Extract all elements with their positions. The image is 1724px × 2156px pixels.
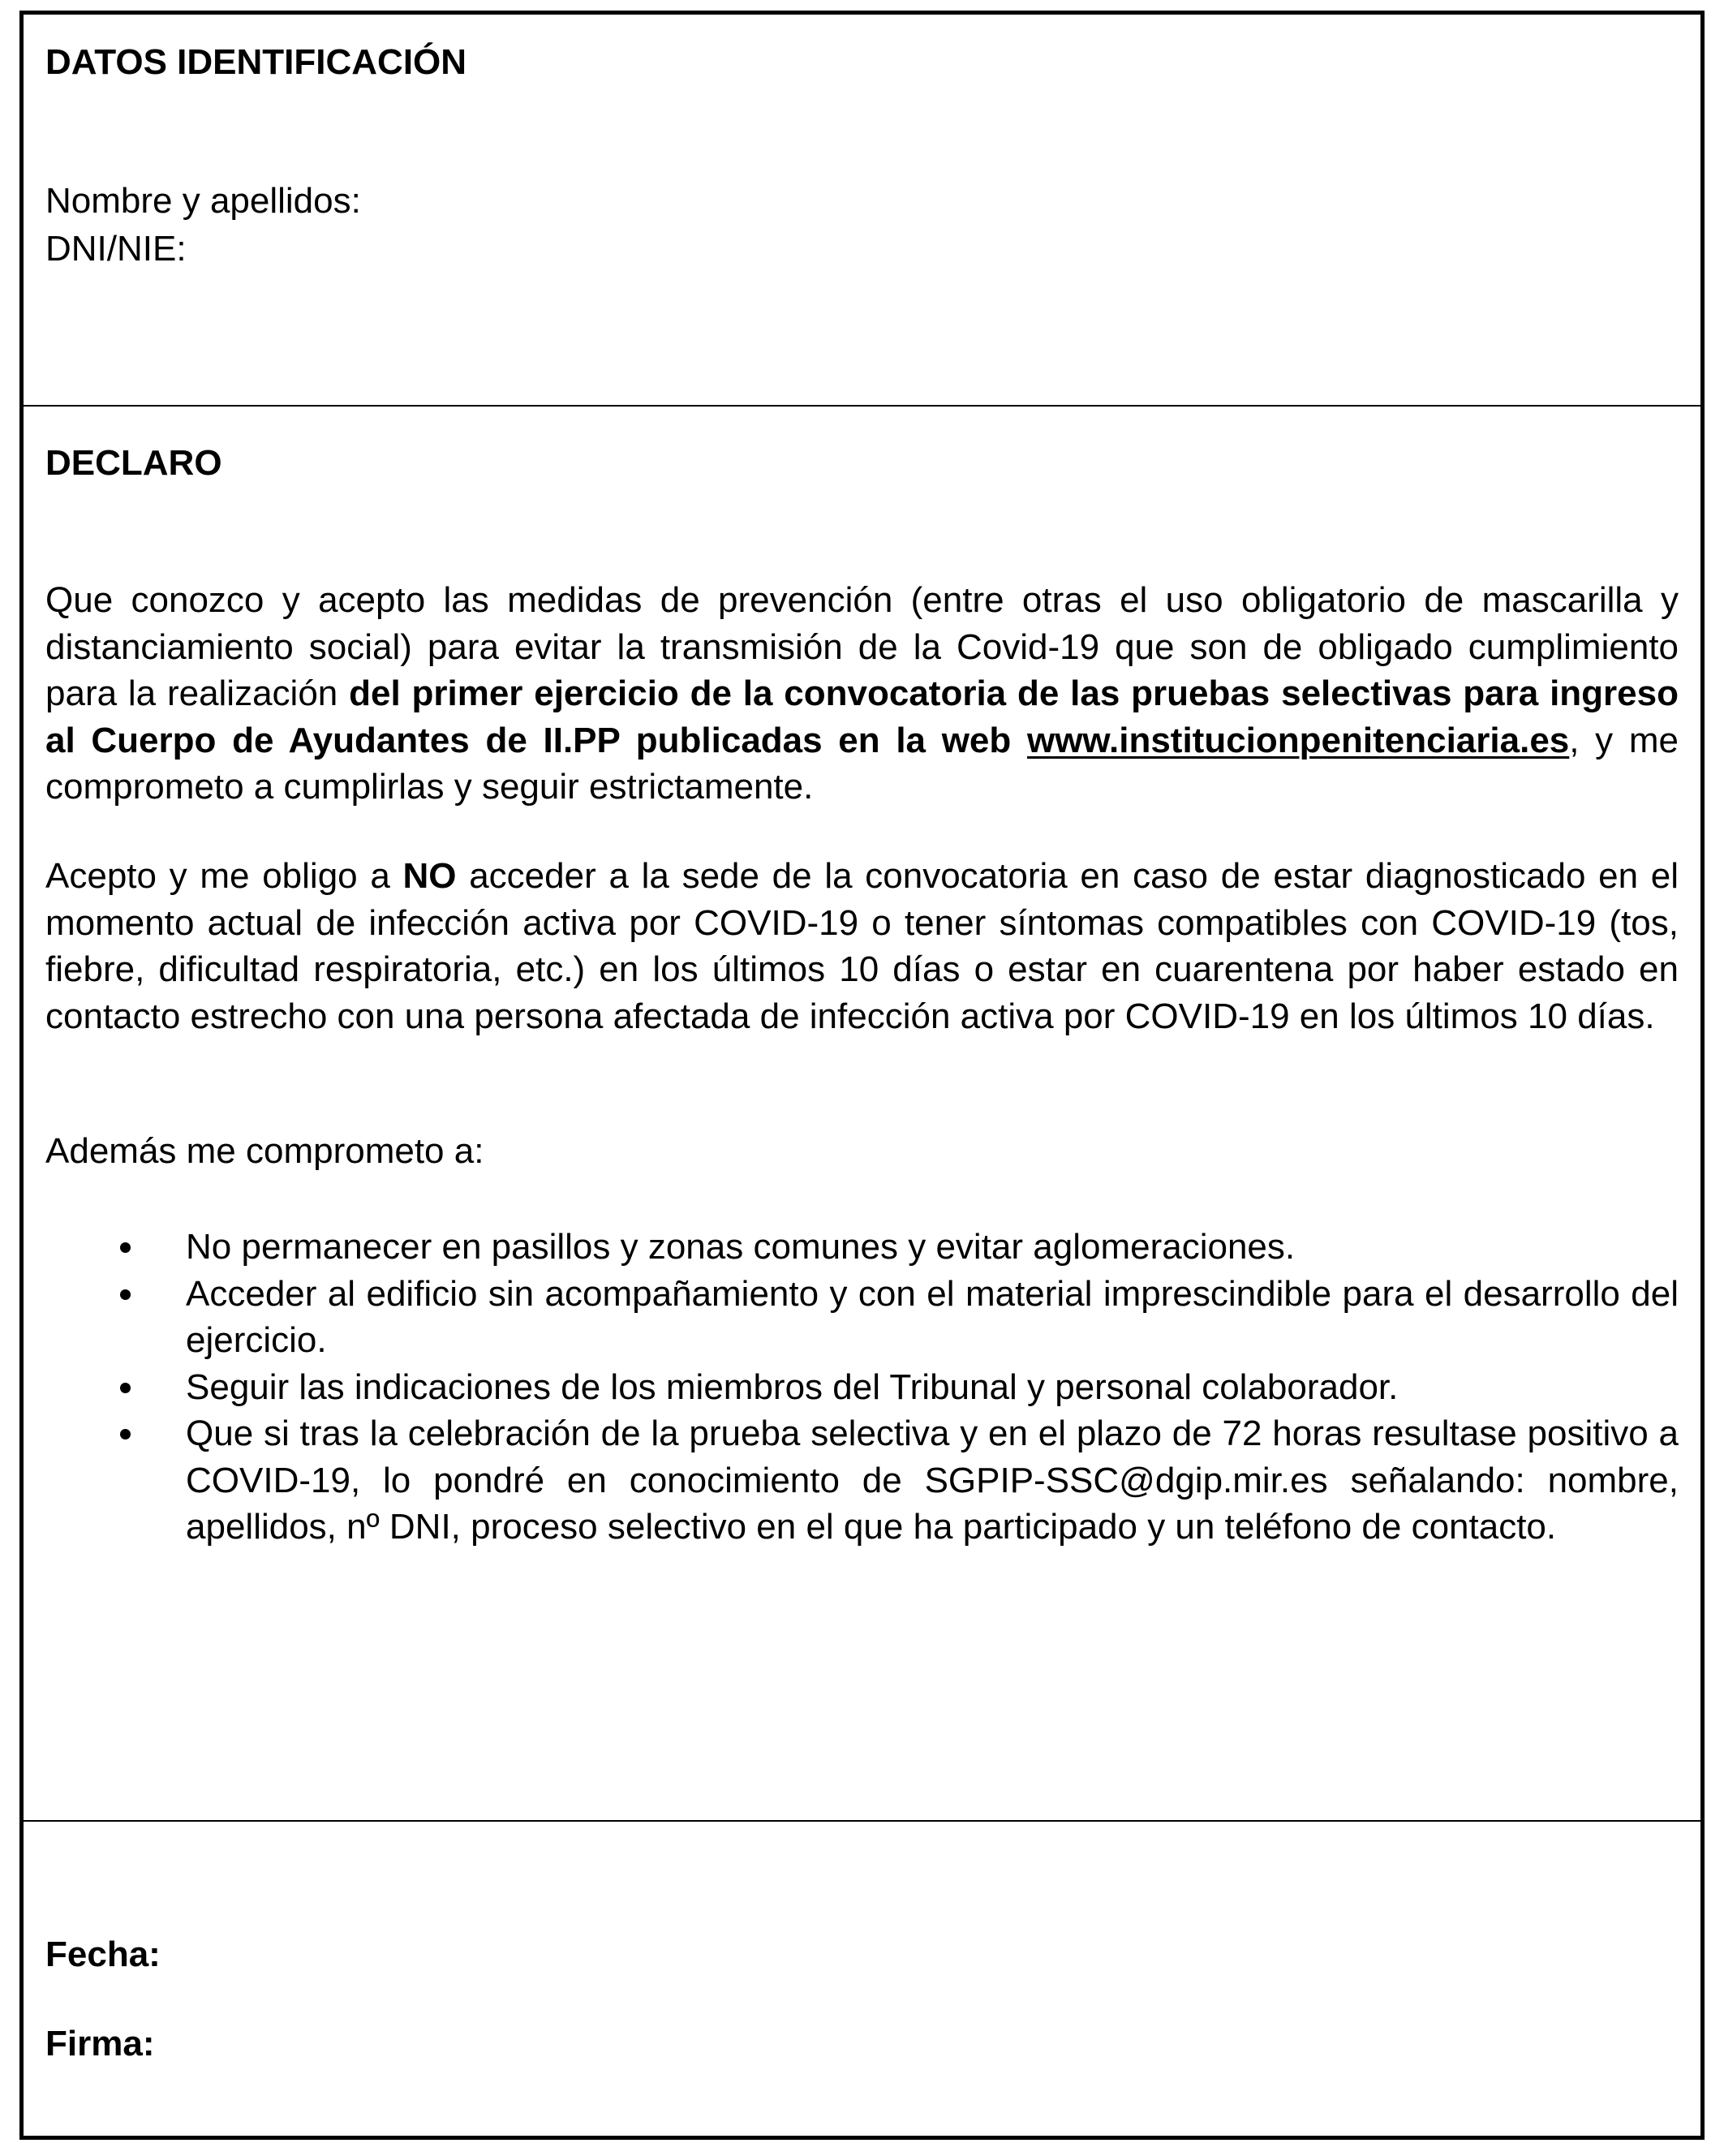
bullet-icon	[120, 1383, 131, 1393]
declaration-section	[24, 408, 1700, 1822]
commitment-text: , y me comprometo a cumplirlas y seguir estrictamente.	[45, 720, 1679, 807]
identification-heading: DATOS IDENTIFICACIÓN	[45, 42, 467, 82]
list-item: Acceder al edificio sin acompañamiento y con el material imprescindible para el desarrollo del ejercicio.	[45, 1271, 1679, 1364]
prevention-text: Que conozco y acepto las medidas de prevención (entre otras el uso obligatorio de mascarilla y distanciamiento social) para evitar la transmisión de la Covid-19 que son de obligado cumplimiento para la realización	[45, 580, 1679, 713]
institution-website-link[interactable]: www.institucionpenitenciaria.es	[1026, 720, 1570, 760]
name-field-label: Nombre y apellidos:	[45, 181, 361, 221]
no-emphasis: NO	[402, 856, 457, 896]
prevention-measures-paragraph	[45, 577, 1679, 811]
declaration-heading: DECLARO	[45, 443, 222, 483]
identification-section	[24, 15, 1700, 407]
id-document-field-label: DNI/NIE:	[45, 229, 187, 269]
date-label: Fecha:	[45, 1934, 161, 1974]
list-item: Seguir las indicaciones de los miembros del Tribunal y personal colaborador.	[45, 1364, 1679, 1411]
declaration-form	[19, 11, 1705, 2140]
signature-label: Firma:	[45, 2024, 155, 2063]
bullet-icon	[120, 1289, 131, 1300]
list-item: No permanecer en pasillos y zonas comunes y evitar aglomeraciones.	[45, 1224, 1679, 1271]
commitments-intro: Además me comprometo a:	[45, 1131, 484, 1171]
exam-reference-text: del primer ejercicio de la convocatoria de las pruebas selectivas para ingreso al Cuerpo de Ayudantes de II.PP publicadas en la web	[45, 673, 1679, 760]
commitments-list	[45, 1224, 1679, 1551]
signature-section	[24, 1823, 1700, 2136]
access-restriction-paragraph: Acepto y me obligo a NO acceder a la sede de la convocatoria en caso de estar diagnosticado en el momento actual de infección activa por COVID-19 o tener síntomas compatibles con COVID-19 (tos, fiebre, dificultad respiratoria, etc.) en los últimos 10 días o estar en cuarentena por haber estado en contacto estrecho con una persona afectada de infección activa por COVID-19 en los últimos 10 días.	[45, 856, 1679, 1036]
bullet-icon	[120, 1429, 131, 1439]
list-item: Que si tras la celebración de la prueba selectiva y en el plazo de 72 horas resultase positivo a COVID-19, lo pondré en conocimiento de SGPIP-SSC@dgip.mir.es señalando: nombre, apellidos, nº DNI, proceso selectivo en el que ha participado y un teléfono de contacto.	[45, 1410, 1679, 1551]
bullet-icon	[120, 1242, 131, 1253]
